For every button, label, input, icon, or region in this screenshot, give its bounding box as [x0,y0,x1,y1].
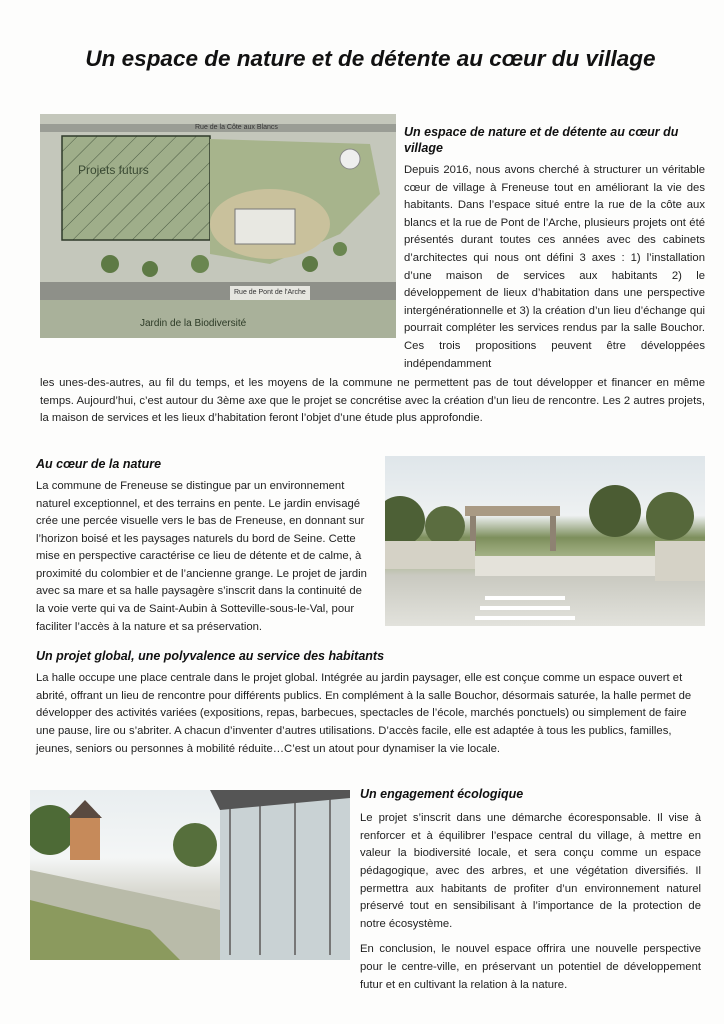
hall-interior-render-image [30,790,350,960]
page-title: Un espace de nature et de détente au cœur du village [85,46,656,71]
section4-text-2: En conclusion, le nouvel espace offrira une nouvelle perspective pour le centre-ville, en préservant un potentiel de développement futur et en cultivant la relation à la nature. [360,943,701,991]
section3 [36,648,705,758]
section3-heading: Un projet global, une polyvalence au service des habitants [36,649,385,664]
section3-text: La halle occupe une place centrale dans le projet global. Intégrée au jardin paysager, elle est conçue comme un espace ouvert et abrité, offrant un lieu de rencontre pour différents publics. En complément à la salle Bouchor, désormais saturée, la halle permet de développer des activités variées (expositions, repas, barbecues, spectacles de l’école, marchés ponctuels) ou simplement de faire une pause, lire ou s’abriter. A chacun d’inventer d’autres utilisations. D’accès facile, elle est adaptée à tous les publics, familles, jeunes, seniors ou personnes à mobilité réduite…C’est un atout pour dynamiser la vie locale. [36,672,692,755]
section1-text-right: Depuis 2016, nous avons cherché à structurer un véritable cœur de village à Freneuse tout en améliorant la vie des habitants. Dans l’espace situé entre la rue de la côte aux blancs et la rue de Pont de l’Arche, plusieurs projets ont été présentés durant toutes ces années avec des cabinets d’architectes qui nous ont défini 3 axes : 1) l’installation d’une maison de services aux habitants 2) le développement de lieux d’habitation dans une perspective intergénérationnelle et 3) la création d’un lieu d’échange qui pourrait compléter les services rendus par la salle Bouchor. Ces trois propositions peuvent être développées indépendamment [404,164,705,370]
site-plan-drawing [40,114,396,338]
plan-label-street-bottom: Rue de Pont de l'Arche [234,289,306,296]
interior-render-drawing [30,790,350,960]
plan-label-street-top: Rue de la Côte aux Blancs [195,124,278,131]
section1-text-full: les unes-des-autres, au fil du temps, et les moyens de la commune ne permettent pas de tout développer et financer en même temps. Aujourd’hui, c’est autour du 3ème axe que le projet se concrétise avec la création d’un lieu de rencontre. Les 2 autres projets, la maison de services et les lieux d’habitation feront l’objet d’une étude plus approfondie. [40,377,705,425]
section4 [30,786,705,994]
section2-text: La commune de Freneuse se distingue par un environnement naturel exceptionnel, et des terrains en pente. Le jardin envisagé crée une percée visuelle vers le bas de Freneuse, en donnant sur l’horizon boisé et les paysages naturels du bord de Seine. Cette mise en perspective caractérise ce lieu de détente et de calme, à proximité du colombier et de l’ancienne grange. Le projet de jardin avec sa mare et sa halle paysagère s’inscrit dans la continuité de la voie verte qui va de Saint-Aubin à Sotteville-sous-le-Val, pour faciliter l’accès à la nature et sa préservation. [36,479,367,633]
section1 [36,114,705,428]
section2-heading: Au cœur de la nature [36,456,162,471]
plan-label-garden: Jardin de la Biodiversité [140,318,247,329]
plan-label-future-projects: Projets futurs [78,163,149,177]
section4-text-1: Le projet s’inscrit dans une démarche écoresponsable. Il vise à renforcer et à équilibrer l’espace central du village, à mettre en valeur la biodiversité locale, et sera conçu comme un espace pédagogique, avec des arbres, et une végétation diversifiés. Il permettra aux habitants de profiter d’un environnement naturel préservé tout en sensibilisant à l’importance de la protection de notre écosystème. [360,812,701,930]
site-plan-image [40,114,396,338]
section4-heading: Un engagement écologique [360,787,524,802]
section1-heading: Un espace de nature et de détente au cœur du village [404,125,679,155]
hall-render-drawing [385,456,705,626]
hall-render-image [385,456,705,626]
section2 [36,456,705,636]
